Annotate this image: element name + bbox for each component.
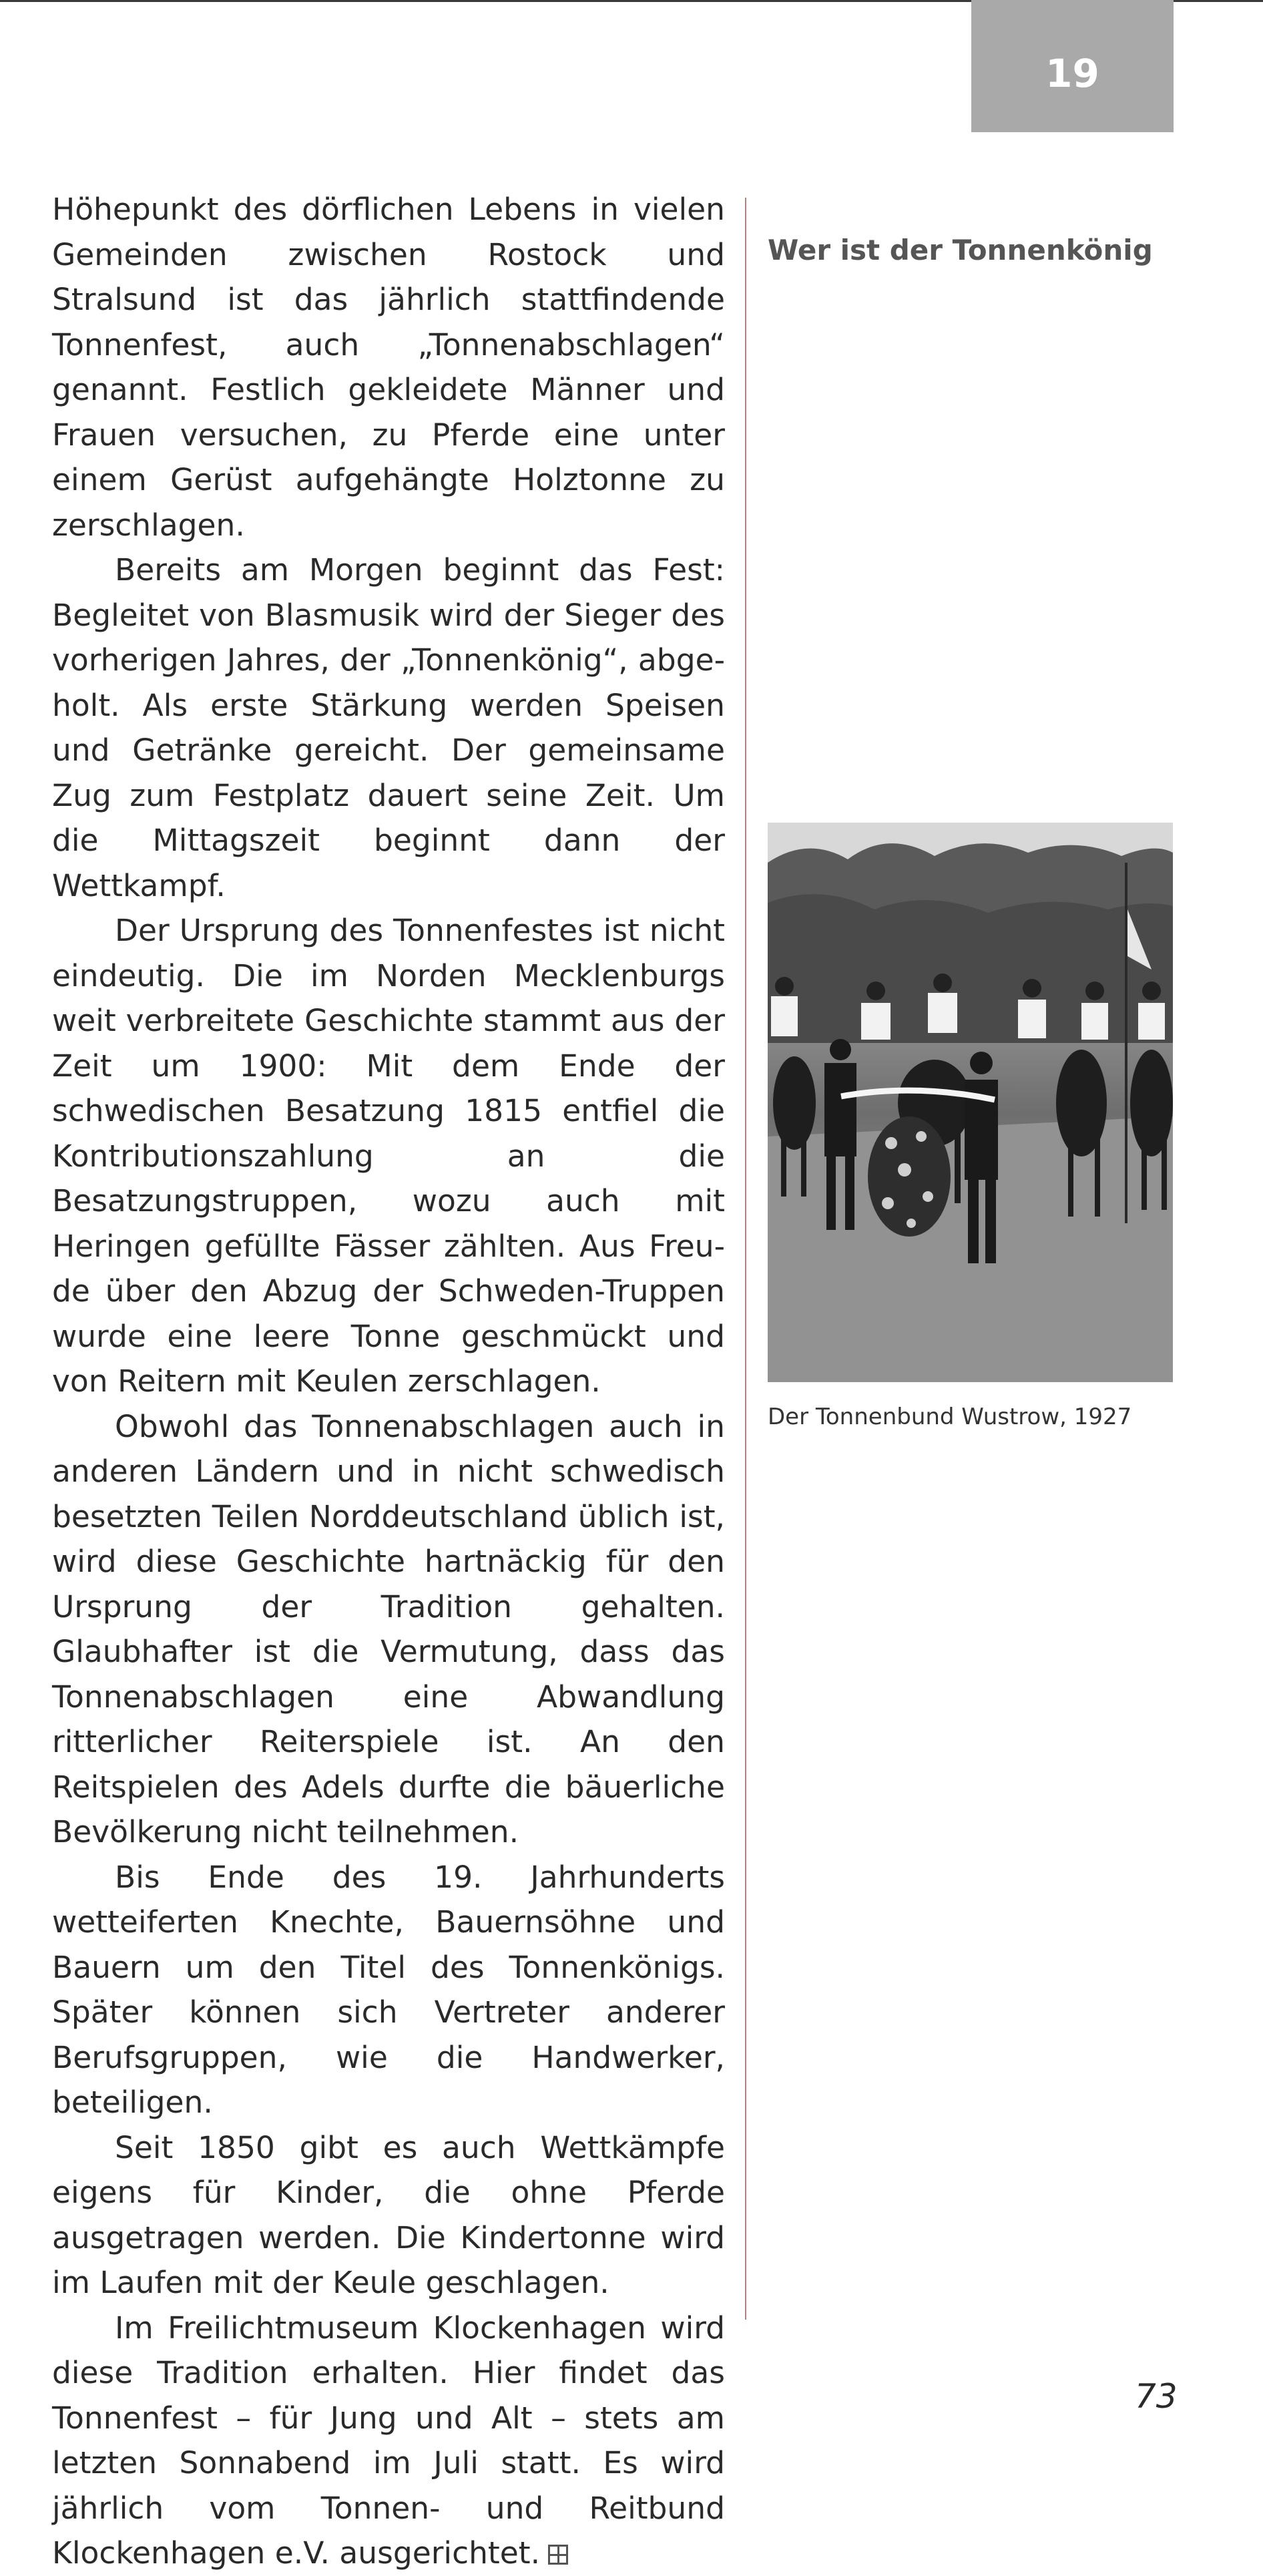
- photo-caption: Der Tonnenbund Wustrow, 1927: [768, 1404, 1132, 1430]
- end-mark-icon: [548, 2545, 568, 2565]
- historic-photo: [768, 823, 1173, 1382]
- chapter-number: 19: [1045, 51, 1099, 96]
- side-heading: Wer ist der Tonnenkönig: [768, 234, 1153, 266]
- paragraph-2: Bereits am Morgen beginnt das Fest: Begleitet von Blasmusik wird der Sieger des vorherigen Jahres, der „Tonnenkönig“, abgeholt. Als erste Stärkung werden Speisen und Getränke gereicht. Der gemeinsame Zug zum Festplatz dauert seine Zeit. Um die Mittagszeit beginnt dann der Wettkampf.: [52, 552, 725, 903]
- page-number: 73: [1135, 2377, 1178, 2416]
- paragraph-7: Im Freilichtmuseum Klockenhagen wird diese Tradition erhalten. Hier findet das Tonnenfest – für Jung und Alt – stets am letzten Sonnabend im Juli statt. Es wird jährlich vom Tonnen- und Reitbund Klockenhagen e.V. ausgerichtet.: [52, 2310, 725, 2571]
- paragraph-7-wrapper: [52, 2306, 725, 2576]
- paragraph-6: Seit 1850 gibt es auch Wettkämpfe eigens für Kinder, die ohne Pferde ausgetragen werden. Die Kindertonne wird im Laufen mit der Keule geschlagen.: [52, 2129, 725, 2300]
- paragraph-5: Bis Ende des 19. Jahrhunderts wetteiferten Knechte, Bauernsöhne und Bauern um den Titel des Tonnenkönigs. Später können sich Vertreter anderer Berufsgruppen, wie die Handwerker, beteiligen.: [52, 1859, 725, 2120]
- main-text-column: [52, 187, 725, 2576]
- paragraph-3: Der Ursprung des Tonnenfestes ist nicht eindeutig. Die im Norden Mecklenburgs weit verbreitete Geschichte stammt aus der Zeit um 1900: Mit dem Ende der schwedischen Besatzung 1815 entfiel die Kontributionszahlung an die Besatzungstruppen, wozu auch mit Heringen gefüllte Fässer zählten. Aus Freude über den Abzug der Schweden-Truppen wurde eine leere Tonne geschmückt und von Reitern mit Keulen zerschlagen.: [52, 913, 725, 1399]
- column-divider: [745, 198, 746, 2320]
- paragraph-4: Obwohl das Tonnenabschlagen auch in anderen Ländern und in nicht schwedisch besetzten Teilen Norddeutschland üblich ist, wird diese Geschichte hartnäckig für den Ursprung der Tradition gehalten. Glaubhafter ist die Vermutung, dass das Tonnenabschlagen eine Abwandlung ritterlicher Reiterspiele ist. An den Reitspielen des Adels durfte die bäuerliche Bevölkerung nicht teilnehmen.: [52, 1408, 725, 1850]
- paragraph-1: Höhepunkt des dörflichen Lebens in vielen Gemeinden zwischen Rostock und Stralsund ist das jährlich stattfindende Tonnenfest, auch „Tonnenabschlagen“ genannt. Festlich gekleidete Männer und Frauen versuchen, zu Pferde eine unter einem Gerüst aufgehängte Holztonne zu zerschlagen.: [52, 192, 725, 543]
- chapter-number-tab: [971, 0, 1174, 132]
